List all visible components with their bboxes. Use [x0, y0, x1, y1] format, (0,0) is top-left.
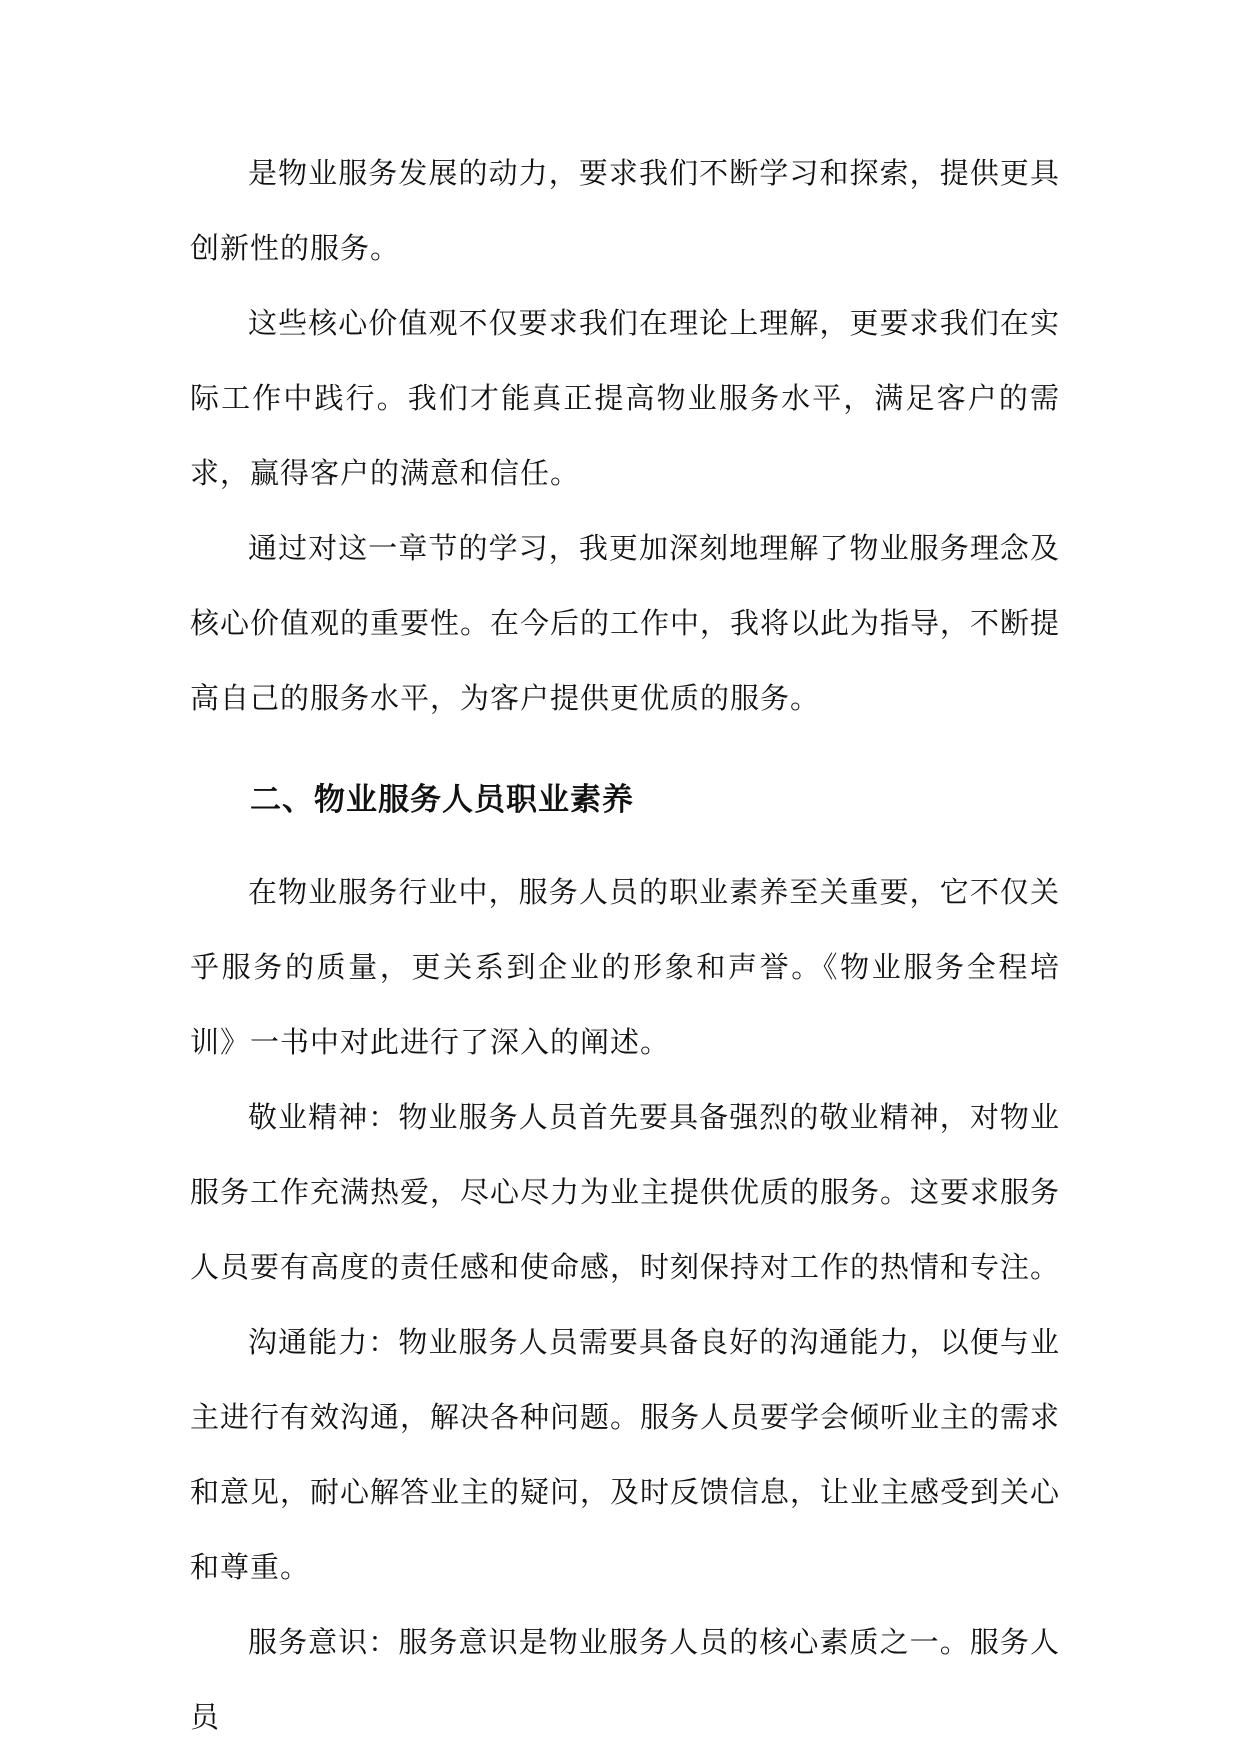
paragraph: 在物业服务行业中，服务人员的职业素养至关重要，它不仅关乎服务的质量，更关系到企业的形象和声誉。《物业服务全程培训》一书中对此进行了深入的阐述。	[190, 875, 1060, 1059]
section-two-body	[190, 855, 1060, 1755]
paragraph: 这些核心价值观不仅要求我们在理论上理解，更要求我们在实际工作中践行。我们才能真正提高物业服务水平，满足客户的需求，赢得客户的满意和信任。	[190, 306, 1060, 490]
paragraph: 服务意识：服务意识是物业服务人员的核心素质之一。服务人员	[190, 1625, 1060, 1734]
paragraph: 是物业服务发展的动力，要求我们不断学习和探索，提供更具创新性的服务。	[190, 156, 1060, 265]
paragraph: 通过对这一章节的学习，我更加深刻地理解了物业服务理念及核心价值观的重要性。在今后的工作中，我将以此为指导，不断提高自己的服务水平，为客户提供更优质的服务。	[190, 531, 1061, 715]
section-one-tail	[190, 136, 1060, 736]
paragraph: 敬业精神：物业服务人员首先要具备强烈的敬业精神，对物业服务工作充满热爱，尽心尽力为业主提供优质的服务。这要求服务人员要有高度的责任感和使命感，时刻保持对工作的热情和专注。	[190, 1100, 1061, 1284]
paragraph: 沟通能力：物业服务人员需要具备良好的沟通能力，以便与业主进行有效沟通，解决各种问题。服务人员要学会倾听业主的需求和意见，耐心解答业主的疑问，及时反馈信息，让业主感受到关心和尊重。	[190, 1325, 1061, 1584]
section-heading: 二、物业服务人员职业素养	[250, 782, 634, 818]
